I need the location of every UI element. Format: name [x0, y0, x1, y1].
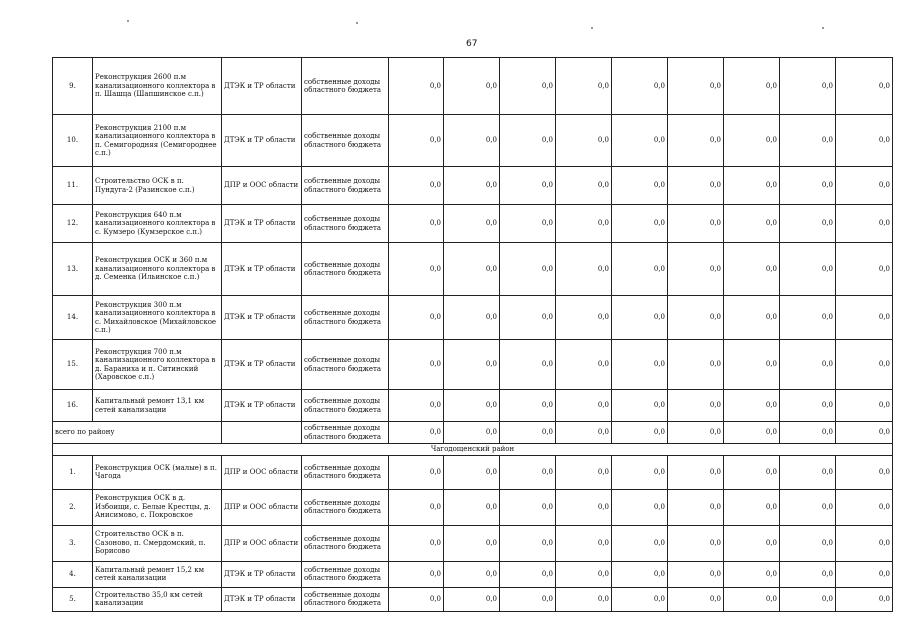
amount-cell: 0,0	[780, 296, 836, 340]
amount-cell: 0,0	[444, 525, 500, 561]
executor: ДТЭК и ТР области	[222, 115, 302, 167]
executor: ДПР и ООС области	[222, 455, 302, 489]
project-name: Строительство ОСК в п. Пундуга-2 (Разинское с.п.)	[93, 167, 222, 205]
executor: ДТЭК и ТР области	[222, 390, 302, 422]
amount-cell: 0,0	[836, 489, 893, 525]
amount-cell: 0,0	[724, 422, 780, 444]
table-row	[53, 58, 893, 115]
funding-source: собственные доходы областного бюджета	[302, 58, 389, 115]
amount-cell: 0,0	[500, 455, 556, 489]
table-row	[53, 455, 893, 489]
executor: ДПР и ООС области	[222, 167, 302, 205]
table-row	[53, 340, 893, 390]
amount-cell: 0,0	[668, 455, 724, 489]
amount-cell: 0,0	[780, 489, 836, 525]
funding-source: собственные доходы областного бюджета	[302, 296, 389, 340]
amount-cell: 0,0	[780, 115, 836, 167]
amount-cell: 0,0	[612, 58, 668, 115]
amount-cell: 0,0	[500, 115, 556, 167]
amount-cell: 0,0	[444, 243, 500, 296]
amount-cell: 0,0	[668, 243, 724, 296]
table-row	[53, 587, 893, 611]
amount-cell: 0,0	[724, 205, 780, 243]
amount-cell: 0,0	[556, 390, 612, 422]
executor: ДТЭК и ТР области	[222, 243, 302, 296]
amount-cell: 0,0	[724, 455, 780, 489]
amount-cell: 0,0	[668, 340, 724, 390]
amount-cell: 0,0	[780, 243, 836, 296]
amount-cell: 0,0	[612, 296, 668, 340]
amount-cell: 0,0	[668, 422, 724, 444]
amount-cell: 0,0	[556, 167, 612, 205]
amount-cell: 0,0	[780, 205, 836, 243]
table-row	[53, 525, 893, 561]
amount-cell: 0,0	[668, 587, 724, 611]
project-name: Реконструкция 640 п.м канализационного коллектора в с. Кумзеро (Кумзерское с.п.)	[93, 205, 222, 243]
amount-cell: 0,0	[444, 115, 500, 167]
amount-cell: 0,0	[444, 205, 500, 243]
amount-cell: 0,0	[389, 587, 444, 611]
scan-speck	[822, 27, 824, 29]
amount-cell: 0,0	[836, 390, 893, 422]
funding-source: собственные доходы областного бюджета	[302, 243, 389, 296]
amount-cell: 0,0	[389, 167, 444, 205]
amount-cell: 0,0	[724, 489, 780, 525]
amount-cell: 0,0	[724, 525, 780, 561]
amount-cell: 0,0	[836, 587, 893, 611]
amount-cell: 0,0	[556, 587, 612, 611]
amount-cell: 0,0	[389, 296, 444, 340]
total-row	[53, 422, 893, 444]
amount-cell: 0,0	[836, 115, 893, 167]
amount-cell: 0,0	[389, 243, 444, 296]
executor: ДТЭК и ТР области	[222, 58, 302, 115]
amount-cell: 0,0	[389, 525, 444, 561]
funding-source: собственные доходы областного бюджета	[302, 340, 389, 390]
amount-cell: 0,0	[668, 167, 724, 205]
row-number: 16.	[53, 390, 93, 422]
scan-speck	[127, 20, 129, 22]
amount-cell: 0,0	[389, 455, 444, 489]
amount-cell: 0,0	[500, 422, 556, 444]
amount-cell: 0,0	[724, 58, 780, 115]
amount-cell: 0,0	[500, 243, 556, 296]
amount-cell: 0,0	[836, 167, 893, 205]
section-row	[53, 444, 893, 456]
amount-cell: 0,0	[612, 340, 668, 390]
amount-cell: 0,0	[556, 205, 612, 243]
amount-cell: 0,0	[836, 243, 893, 296]
amount-cell: 0,0	[556, 422, 612, 444]
amount-cell: 0,0	[556, 340, 612, 390]
amount-cell: 0,0	[444, 58, 500, 115]
table-row	[53, 489, 893, 525]
row-number: 15.	[53, 340, 93, 390]
amount-cell: 0,0	[556, 296, 612, 340]
amount-cell: 0,0	[724, 115, 780, 167]
executor: ДТЭК и ТР области	[222, 205, 302, 243]
amount-cell: 0,0	[836, 561, 893, 587]
amount-cell: 0,0	[836, 422, 893, 444]
amount-cell: 0,0	[444, 296, 500, 340]
funding-source: собственные доходы областного бюджета	[302, 587, 389, 611]
amount-cell: 0,0	[612, 115, 668, 167]
funding-source: собственные доходы областного бюджета	[302, 422, 389, 444]
amount-cell: 0,0	[724, 340, 780, 390]
amount-cell: 0,0	[612, 167, 668, 205]
amount-cell: 0,0	[612, 455, 668, 489]
budget-table	[52, 57, 893, 612]
amount-cell: 0,0	[612, 205, 668, 243]
amount-cell: 0,0	[556, 243, 612, 296]
amount-cell: 0,0	[724, 587, 780, 611]
row-number: 1.	[53, 455, 93, 489]
amount-cell: 0,0	[612, 489, 668, 525]
amount-cell: 0,0	[668, 390, 724, 422]
amount-cell: 0,0	[780, 167, 836, 205]
table-row	[53, 390, 893, 422]
amount-cell: 0,0	[500, 205, 556, 243]
amount-cell: 0,0	[780, 561, 836, 587]
amount-cell: 0,0	[668, 115, 724, 167]
amount-cell: 0,0	[389, 422, 444, 444]
funding-source: собственные доходы областного бюджета	[302, 115, 389, 167]
table-row	[53, 115, 893, 167]
amount-cell: 0,0	[836, 58, 893, 115]
section-title: Чагодощенский район	[53, 444, 893, 456]
amount-cell: 0,0	[556, 115, 612, 167]
amount-cell: 0,0	[780, 58, 836, 115]
project-name: Реконструкция 2600 п.м канализационного коллектора в п. Шашца (Шапшинское с.п.)	[93, 58, 222, 115]
amount-cell: 0,0	[668, 489, 724, 525]
funding-source: собственные доходы областного бюджета	[302, 455, 389, 489]
executor	[222, 422, 302, 444]
amount-cell: 0,0	[500, 296, 556, 340]
amount-cell: 0,0	[668, 561, 724, 587]
amount-cell: 0,0	[780, 340, 836, 390]
amount-cell: 0,0	[780, 422, 836, 444]
amount-cell: 0,0	[500, 525, 556, 561]
amount-cell: 0,0	[444, 587, 500, 611]
amount-cell: 0,0	[389, 489, 444, 525]
amount-cell: 0,0	[836, 525, 893, 561]
amount-cell: 0,0	[500, 167, 556, 205]
amount-cell: 0,0	[724, 243, 780, 296]
amount-cell: 0,0	[836, 296, 893, 340]
amount-cell: 0,0	[836, 455, 893, 489]
amount-cell: 0,0	[500, 340, 556, 390]
row-number: 9.	[53, 58, 93, 115]
project-name: Реконструкция ОСК и 360 п.м канализационного коллектора в д. Семенка (Ильинское с.п.)	[93, 243, 222, 296]
amount-cell: 0,0	[836, 340, 893, 390]
row-number: 3.	[53, 525, 93, 561]
amount-cell: 0,0	[612, 243, 668, 296]
amount-cell: 0,0	[556, 455, 612, 489]
funding-source: собственные доходы областного бюджета	[302, 167, 389, 205]
page-number: 67	[466, 39, 478, 49]
amount-cell: 0,0	[612, 587, 668, 611]
executor: ДПР и ООС области	[222, 489, 302, 525]
amount-cell: 0,0	[500, 58, 556, 115]
funding-source: собственные доходы областного бюджета	[302, 525, 389, 561]
amount-cell: 0,0	[612, 422, 668, 444]
amount-cell: 0,0	[389, 340, 444, 390]
amount-cell: 0,0	[724, 390, 780, 422]
amount-cell: 0,0	[444, 561, 500, 587]
amount-cell: 0,0	[389, 115, 444, 167]
project-name: Реконструкция 300 п.м канализационного коллектора в с. Михайловское (Михайловское с.п.)	[93, 296, 222, 340]
amount-cell: 0,0	[444, 340, 500, 390]
amount-cell: 0,0	[668, 205, 724, 243]
amount-cell: 0,0	[724, 167, 780, 205]
amount-cell: 0,0	[780, 587, 836, 611]
row-number: 2.	[53, 489, 93, 525]
amount-cell: 0,0	[668, 296, 724, 340]
amount-cell: 0,0	[780, 390, 836, 422]
amount-cell: 0,0	[389, 561, 444, 587]
amount-cell: 0,0	[500, 587, 556, 611]
executor: ДТЭК и ТР области	[222, 340, 302, 390]
amount-cell: 0,0	[668, 525, 724, 561]
funding-source: собственные доходы областного бюджета	[302, 205, 389, 243]
row-number: 4.	[53, 561, 93, 587]
amount-cell: 0,0	[500, 489, 556, 525]
row-number: 12.	[53, 205, 93, 243]
amount-cell: 0,0	[444, 422, 500, 444]
executor: ДТЭК и ТР области	[222, 587, 302, 611]
amount-cell: 0,0	[444, 390, 500, 422]
amount-cell: 0,0	[724, 296, 780, 340]
project-name: Реконструкция 700 п.м канализационного коллектора в д. Бараниха и п. Ситинский (Харовское с.п.)	[93, 340, 222, 390]
funding-source: собственные доходы областного бюджета	[302, 390, 389, 422]
amount-cell: 0,0	[780, 455, 836, 489]
project-name: Строительство 35,0 км сетей канализации	[93, 587, 222, 611]
amount-cell: 0,0	[389, 205, 444, 243]
amount-cell: 0,0	[556, 489, 612, 525]
row-number: 13.	[53, 243, 93, 296]
amount-cell: 0,0	[444, 455, 500, 489]
amount-cell: 0,0	[556, 525, 612, 561]
executor: ДТЭК и ТР области	[222, 561, 302, 587]
project-name: Строительство ОСК в п. Сазоново, п. Смердомский, п. Борисово	[93, 525, 222, 561]
funding-source: собственные доходы областного бюджета	[302, 489, 389, 525]
amount-cell: 0,0	[612, 390, 668, 422]
amount-cell: 0,0	[389, 58, 444, 115]
project-name: Капитальный ремонт 13,1 км сетей канализации	[93, 390, 222, 422]
amount-cell: 0,0	[724, 561, 780, 587]
amount-cell: 0,0	[444, 167, 500, 205]
funding-source: собственные доходы областного бюджета	[302, 561, 389, 587]
amount-cell: 0,0	[500, 561, 556, 587]
amount-cell: 0,0	[389, 390, 444, 422]
row-number: 10.	[53, 115, 93, 167]
project-name: Реконструкция ОСК (малые) в п. Чагода	[93, 455, 222, 489]
amount-cell: 0,0	[612, 561, 668, 587]
amount-cell: 0,0	[836, 205, 893, 243]
amount-cell: 0,0	[780, 525, 836, 561]
amount-cell: 0,0	[444, 489, 500, 525]
table-row	[53, 561, 893, 587]
row-number: 14.	[53, 296, 93, 340]
amount-cell: 0,0	[500, 390, 556, 422]
amount-cell: 0,0	[556, 561, 612, 587]
executor: ДПР и ООС области	[222, 525, 302, 561]
scan-speck	[356, 22, 358, 24]
table-row	[53, 205, 893, 243]
table-row	[53, 243, 893, 296]
row-number: 11.	[53, 167, 93, 205]
executor: ДТЭК и ТР области	[222, 296, 302, 340]
project-name: Капитальный ремонт 15,2 км сетей канализации	[93, 561, 222, 587]
total-label: всего по району	[53, 422, 222, 444]
scan-speck	[591, 27, 593, 29]
amount-cell: 0,0	[668, 58, 724, 115]
project-name: Реконструкция ОСК в д. Избоищи, с. Белые Крестцы, д. Анисимово, с. Покровское	[93, 489, 222, 525]
table-row	[53, 167, 893, 205]
row-number: 5.	[53, 587, 93, 611]
amount-cell: 0,0	[612, 525, 668, 561]
project-name: Реконструкция 2100 п.м канализационного коллектора в п. Семигородняя (Семигороднее с.п.)	[93, 115, 222, 167]
table-row	[53, 296, 893, 340]
amount-cell: 0,0	[556, 58, 612, 115]
